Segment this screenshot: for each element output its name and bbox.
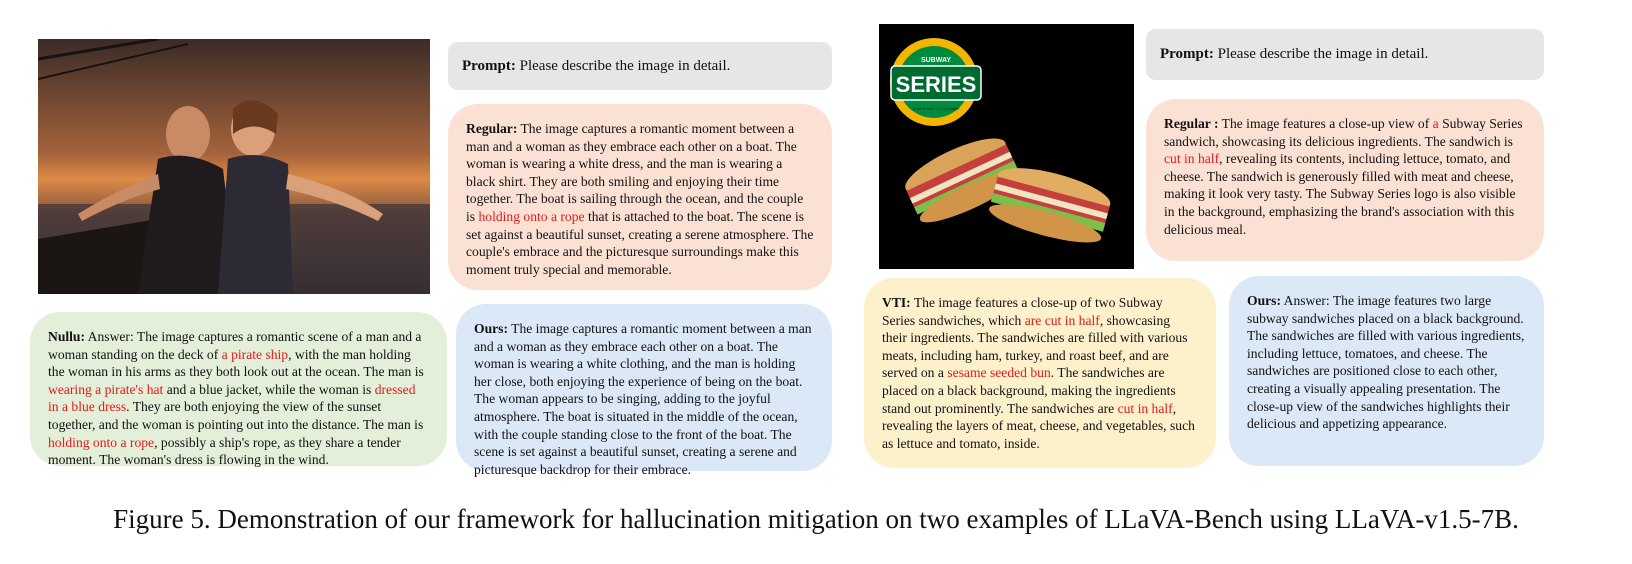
method-label: VTI:	[882, 295, 911, 310]
logo-tagline: A NEW WAY TO SUBWAY	[912, 106, 960, 111]
hallucinated-phrase: sesame seeded bun	[947, 365, 1051, 381]
subway-sandwich-illustration	[879, 24, 1134, 269]
left-prompt-box	[448, 42, 832, 90]
response-text: Answer: The image captures a romantic scene of a man and a woman standing on the deck of	[48, 329, 422, 362]
response-text: Answer: The image features two large subway sandwiches placed on a black background. The sandwiches are filled with various ingredients, including lettuce, tomatoes, and cheese. The sandwiches are positioned close to each other, creating a visually appealing presentation. The close-up view of the sandwiches highlights their delicious and appetizing appearance.	[1247, 293, 1525, 432]
response-text: , with the man holding the woman in his arms as they both look out at the ocean. The man is	[48, 346, 424, 380]
right-prompt-box	[1146, 29, 1544, 80]
response-text: and a blue jacket, while the woman is	[163, 381, 375, 397]
left-ours-response	[456, 304, 832, 477]
response-text: The image features a close-up of two Subway Series sandwiches, which	[882, 295, 1163, 328]
hallucinated-phrase: are cut in half	[1024, 312, 1100, 328]
right-ours-response	[1229, 276, 1544, 466]
response-text: . The sandwiches are placed on a black background, making the ingredients stand out prominently. The sandwiches are	[882, 365, 1176, 416]
response-text: , revealing its contents, including lettuce, tomato, and cheese. The sandwich is generously filled with meat and cheese, making it look very tasty. The Subway Series logo is also visible in the background, emphasizing the brand's association with this delicious meal.	[1164, 151, 1516, 237]
right-regular-response	[1146, 99, 1544, 261]
prompt-text: Please describe the image in detail.	[1213, 46, 1429, 62]
titanic-scene-illustration	[38, 39, 430, 294]
prompt-label: Prompt:	[462, 57, 516, 74]
prompt-text: Please describe the image in detail.	[515, 57, 731, 74]
response-text: The image captures a romantic moment between a man and a woman as they embrace each other on a boat. The woman is wearing a white dress, and the man is wearing a black shirt. They are both smiling and enjoying their time together. The boat is sailing through the ocean, and the couple is	[466, 121, 804, 224]
response-text: , revealing the layers of meat, cheese, and vegetables, such as lettuce and tomato, inside.	[882, 400, 1195, 451]
response-text: that is attached to the boat. The scene is set against a beautiful sunset, creating a serene atmosphere. The couple's embrace and the picturesque surroundings make this moment truly special and memorable.	[466, 208, 814, 277]
method-label: Nullu:	[48, 329, 86, 344]
hallucinated-phrase: wearing a pirate's hat	[48, 381, 164, 397]
hallucinated-phrase: a	[1432, 116, 1439, 131]
prompt-label: Prompt:	[1160, 46, 1214, 62]
figure-caption: Figure 5. Demonstration of our framework for hallucination mitigation on two examples of LLaVA-Bench using LLaVA-v1.5-7B.	[113, 504, 1519, 534]
hallucinated-phrase: cut in half	[1164, 151, 1220, 167]
response-text: The image features a close-up view of	[1218, 116, 1433, 131]
left-regular-response	[448, 104, 832, 290]
response-text: , possibly a ship's rope, as they share a tender moment. The woman's dress is flowing in the wind.	[48, 434, 401, 468]
left-nullu-response	[30, 312, 447, 466]
right-vti-response	[864, 278, 1216, 468]
response-text: . They are both enjoying the view of the sunset together, and the woman is pointing out into the distance. The man is	[48, 399, 424, 432]
method-label: Regular:	[466, 121, 518, 136]
hallucinated-phrase: dressed in a blue dress	[48, 381, 416, 415]
hallucinated-phrase: holding onto a rope	[478, 208, 585, 224]
method-label: Ours:	[474, 321, 508, 336]
method-label: Regular :	[1164, 116, 1219, 131]
logo-brand: SUBWAY	[920, 57, 952, 64]
method-label: Ours:	[1247, 293, 1281, 308]
response-text: The image captures a romantic moment between a man and a woman as they embrace each other on a boat. The woman is wearing a white clothing, and the man is holding her close, both enjoying the experience of being on the boat. The woman appears to be singing, adding to the joyful atmosphere. The boat is situated in the middle of the ocean, with the couple standing close to the front of the boat. The scene is set against a beautiful sunset, creating a serene and picturesque backdrop for their embrace.	[474, 321, 812, 477]
response-text: Subway Series sandwich, showcasing its delicious ingredients. The sandwich is	[1164, 116, 1523, 149]
logo-word: SERIES	[895, 72, 977, 97]
response-text: , showcasing their ingredients. The sandwiches are filled with various meats, including ham, turkey, and roast beef, and are served on a	[882, 312, 1188, 381]
subway-photo	[879, 24, 1134, 269]
titanic-photo	[38, 39, 430, 294]
hallucinated-phrase: cut in half	[1117, 400, 1173, 416]
hallucinated-phrase: a pirate ship	[221, 346, 289, 362]
hallucinated-phrase: holding onto a rope	[48, 434, 155, 450]
